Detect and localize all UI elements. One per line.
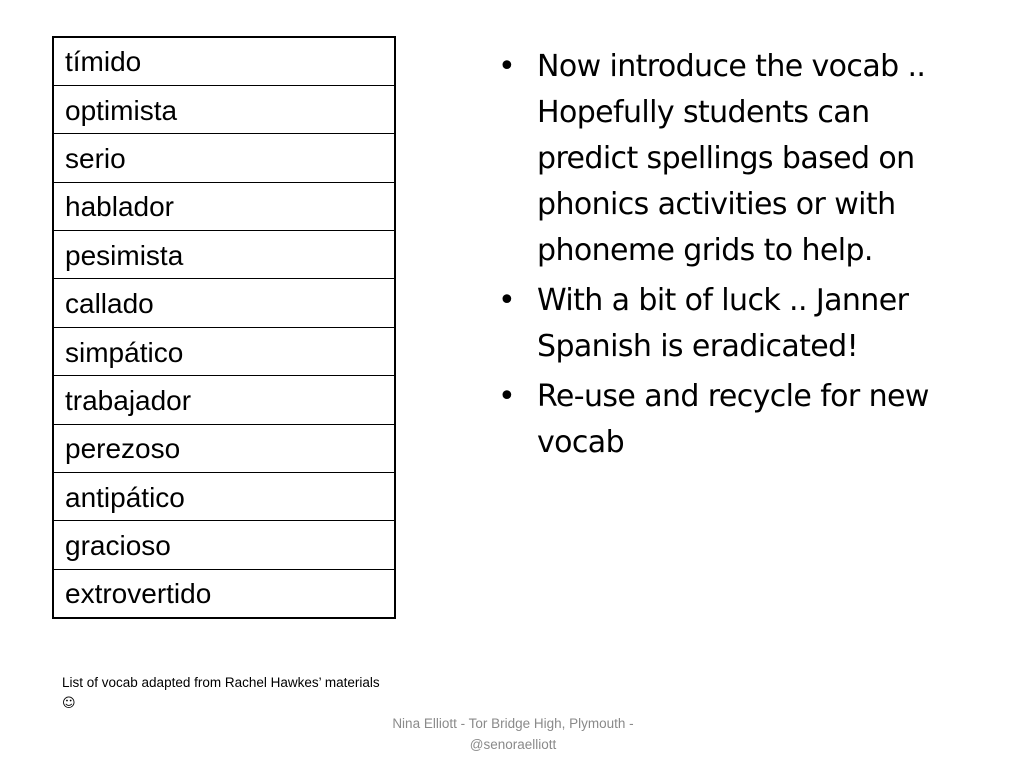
bullet-icon: • (498, 283, 516, 318)
table-row (53, 85, 395, 133)
list-item (496, 278, 936, 370)
smiley-icon: ☺ (62, 696, 76, 711)
vocab-word: trabajador (65, 384, 192, 416)
vocab-cell (53, 424, 395, 472)
vocab-cell (53, 327, 395, 375)
bullet-icon: • (498, 379, 516, 414)
table-row (53, 182, 395, 230)
list-item-text: With a bit of luck .. Janner Spanish is eradicated! (537, 283, 909, 364)
vocab-word: antipático (65, 481, 185, 513)
vocab-cell (53, 376, 395, 424)
table-row (53, 376, 395, 424)
vocab-word: hablador (65, 191, 174, 223)
vocab-word: tímido (65, 46, 142, 78)
vocab-word: gracioso (65, 530, 171, 562)
vocab-word: perezoso (65, 433, 181, 465)
list-item (496, 44, 936, 274)
vocab-cell (53, 521, 395, 569)
table-row (53, 473, 395, 521)
footer-credit (360, 713, 666, 755)
vocab-cell (53, 182, 395, 230)
vocab-cell (53, 473, 395, 521)
vocab-word: optimista (65, 94, 178, 126)
bullet-icon: • (498, 49, 516, 84)
vocab-word: pesimista (65, 239, 184, 271)
vocab-source-caption (62, 673, 382, 714)
table-row (53, 424, 395, 472)
vocab-word: extrovertido (65, 578, 212, 610)
vocab-cell (53, 85, 395, 133)
table-row (53, 569, 395, 617)
vocab-word: callado (65, 288, 154, 320)
table-row (53, 521, 395, 569)
caption-text: List of vocab adapted from Rachel Hawkes’ materials (62, 675, 380, 690)
vocab-cell (53, 37, 395, 85)
vocab-cell (53, 134, 395, 182)
footer-author: Nina Elliott - Tor Bridge High, Plymouth - (392, 716, 634, 731)
vocab-word: serio (65, 142, 126, 174)
list-item-text: Now introduce the vocab .. Hopefully students can predict spellings based on phonics activities or with phoneme grids to help. (537, 49, 926, 268)
table-row (53, 327, 395, 375)
table-row (53, 279, 395, 327)
notes-list (496, 44, 936, 470)
list-item-text: Re-use and recycle for new vocab (537, 379, 929, 460)
table-row (53, 134, 395, 182)
vocab-table (52, 36, 396, 619)
vocab-word: simpático (65, 336, 184, 368)
list-item (496, 374, 936, 466)
vocab-cell (53, 569, 395, 617)
footer-handle: @senoraelliott (469, 737, 557, 752)
vocab-cell (53, 231, 395, 279)
table-row (53, 231, 395, 279)
vocab-cell (53, 279, 395, 327)
table-row (53, 37, 395, 85)
